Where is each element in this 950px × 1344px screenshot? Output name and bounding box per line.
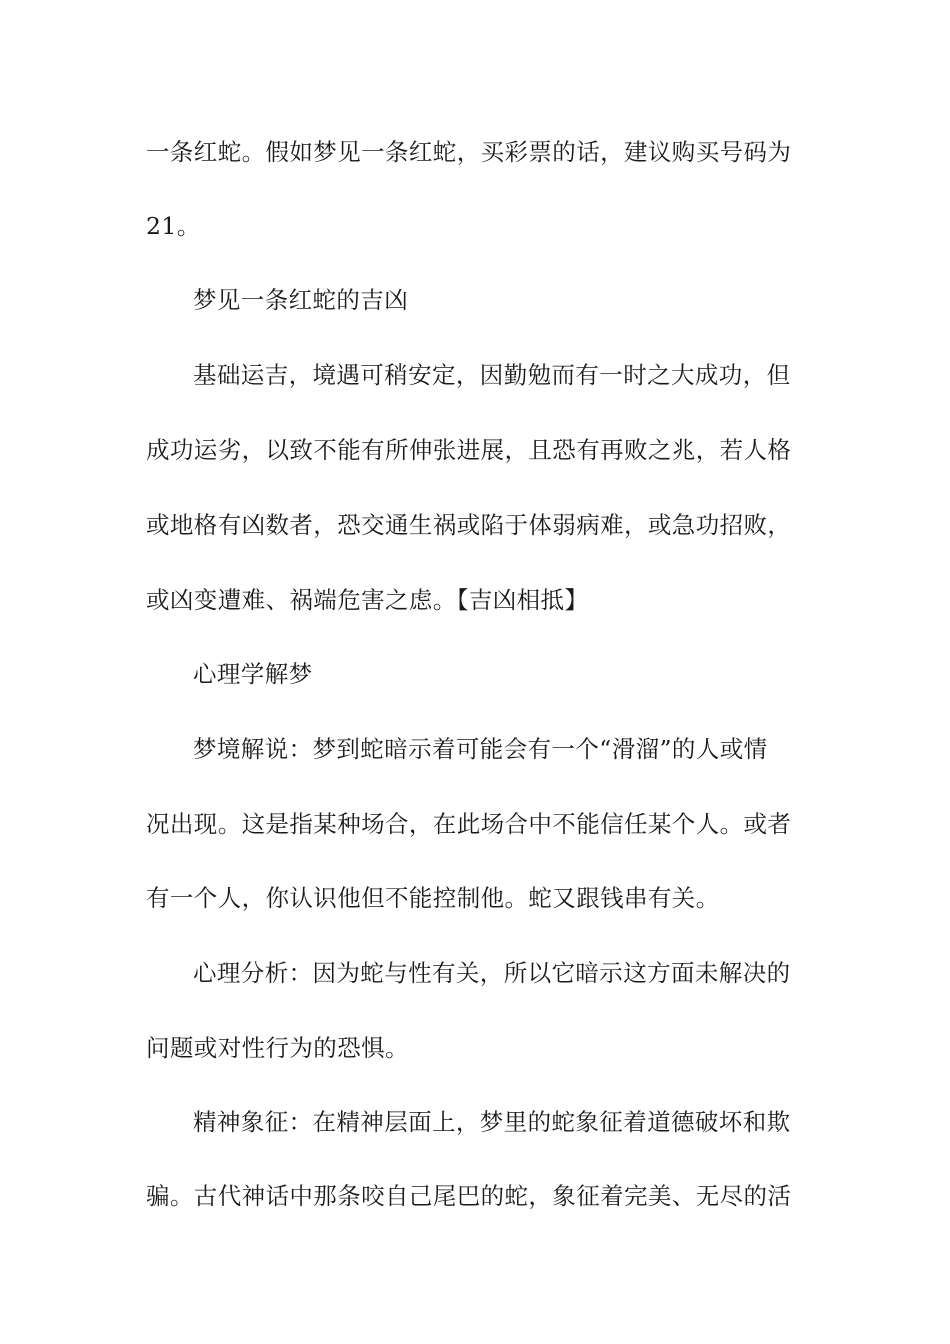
body-text-line: 或地格有凶数者，恐交通生祸或陷于体弱病难，或急功招败， — [146, 511, 792, 539]
body-text-line: 况出现。这是指某种场合，在此场合中不能信任某个人。或者 — [146, 810, 792, 838]
section-heading: 心理学解梦 — [193, 660, 313, 688]
body-text-line: 或凶变遭难、祸端危害之虑。【吉凶相抵】 — [146, 586, 589, 614]
paragraph-first-line: 精神象征：在精神层面上，梦里的蛇象征着道德破坏和欺 — [193, 1108, 791, 1136]
section-heading: 梦见一条红蛇的吉凶 — [193, 286, 409, 314]
paragraph-first-line: 梦境解说：梦到蛇暗示着可能会有一个“滑溜”的人或情 — [193, 735, 768, 763]
body-text-line: 问题或对性行为的恐惧。 — [146, 1034, 409, 1062]
body-text-line: 有一个人，你认识他但不能控制他。蛇又跟钱串有关。 — [146, 884, 720, 912]
body-text-line: 骗。古代神话中那条咬自己尾巴的蛇，象征着完美、无尽的活 — [146, 1182, 792, 1210]
paragraph-first-line: 基础运吉，境遇可稍安定，因勤勉而有一时之大成功，但 — [193, 361, 791, 389]
body-text-line: 一条红蛇。假如梦见一条红蛇，买彩票的话，建议购买号码为 — [146, 138, 792, 166]
paragraph-first-line: 心理分析：因为蛇与性有关，所以它暗示这方面未解决的 — [193, 959, 791, 987]
body-text-line: 成功运劣，以致不能有所伸张进展，且恐有再败之兆，若人格 — [146, 436, 792, 464]
body-text-line: 21。 — [146, 212, 201, 240]
